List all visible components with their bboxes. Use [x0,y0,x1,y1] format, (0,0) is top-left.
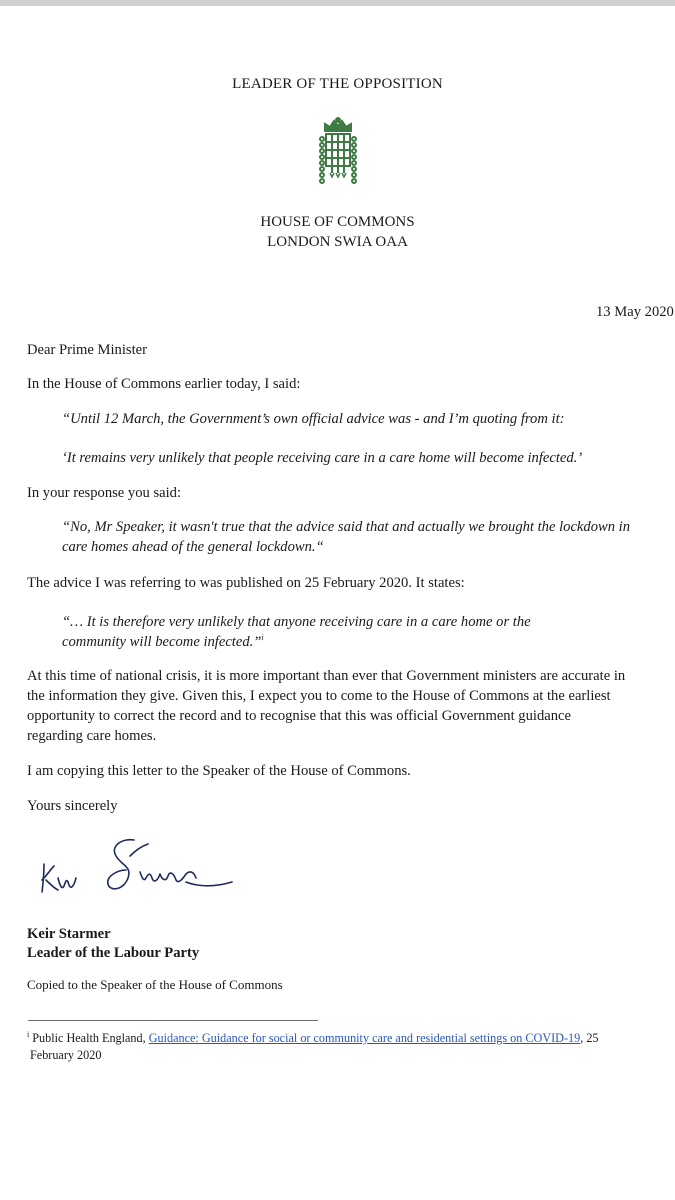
footnote-line1 [27,1030,599,1047]
paragraph-copying: I am copying this letter to the Speaker of the House of Commons. [27,763,411,779]
footnote-line2: February 2020 [30,1048,102,1062]
letter-page [0,6,675,1200]
quote-until-march: “Until 12 March, the Government’s own official advice was - and I’m quoting from it: [62,411,565,427]
paragraph-response: In your response you said: [27,485,182,501]
paragraph-crisis-line2: the information they give. Given this, I expect you to come to the House of Commons at the earliest [27,688,611,704]
closing: Yours sincerely [27,798,118,814]
portcullis-icon [316,117,360,191]
quote-guidance-line2 [62,632,264,652]
quote-guidance-text: community will become infected.” [62,634,262,650]
footnote-guidance-link[interactable]: Guidance: Guidance for social or community care and residential settings on COVID-19 [148,1031,581,1045]
signatory-role: Leader of the Labour Party [27,945,200,961]
quote-advice: ‘It remains very unlikely that people receiving care in a care home will become infected.’ [62,450,583,466]
paragraph-crisis-line1: At this time of national crisis, it is more important than ever that Government ministers are accurate in [27,668,626,684]
paragraph-said: In the House of Commons earlier today, I said: [27,376,301,392]
footnote-reference: i [261,633,264,643]
footnote-date-part1: , 25 [580,1031,599,1045]
letterhead-address-line2: LONDON SWIA OAA [267,234,408,250]
paragraph-crisis-line4: regarding care homes. [27,728,157,744]
footnote-marker: i [27,1029,30,1039]
footnote-divider [28,1020,318,1021]
quote-response-line1: “No, Mr Speaker, it wasn't true that the advice said that and actually we brought the lockdown in [62,519,631,535]
letter-date: 13 May 2020 [596,304,674,320]
quote-guidance-line1: “… It is therefore very unlikely that anyone receiving care in a care home or the [62,614,531,630]
signature-image [36,830,236,900]
letterhead-title: LEADER OF THE OPPOSITION [232,76,443,92]
copied-note: Copied to the Speaker of the House of Commons [27,977,283,992]
salutation: Dear Prime Minister [27,342,147,358]
footnote-source: Public Health England, [32,1031,149,1045]
quote-response-line2: care homes ahead of the general lockdown.“ [62,539,324,555]
letterhead-address-line1: HOUSE OF COMMONS [260,214,415,230]
paragraph-advice-published: The advice I was referring to was published on 25 February 2020. It states: [27,575,465,591]
signatory-name: Keir Starmer [27,926,111,942]
paragraph-crisis-line3: opportunity to correct the record and to recognise that this was official Government guidance [27,708,571,724]
